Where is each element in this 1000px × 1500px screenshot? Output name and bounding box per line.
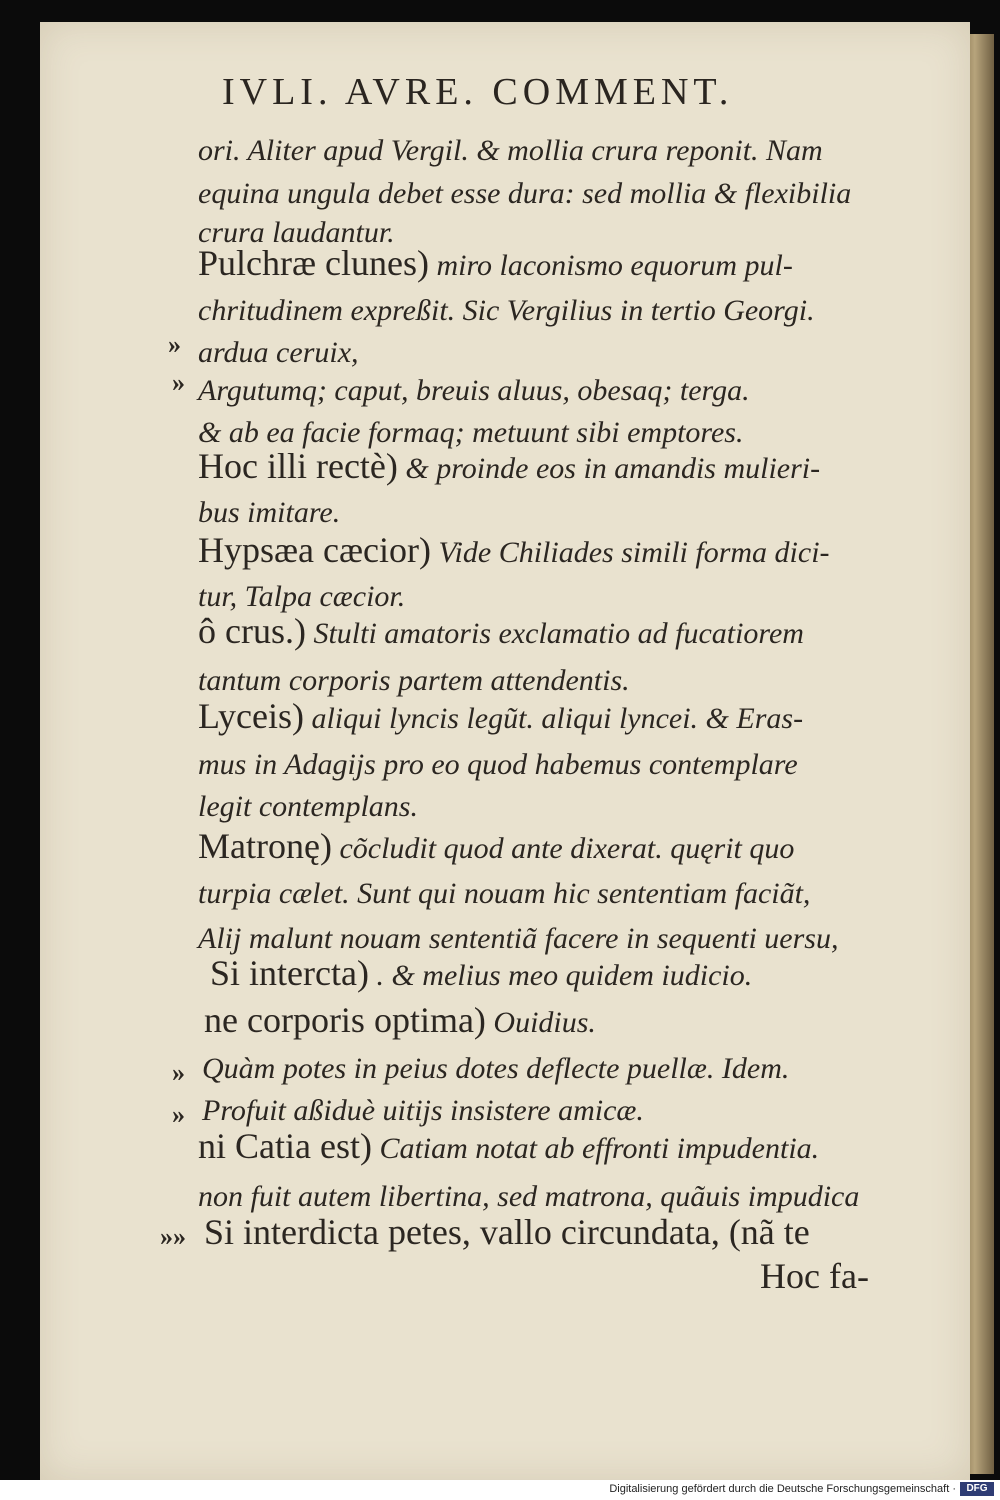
quote-mark: » <box>168 330 181 359</box>
text-line: mus in Adagijs pro eo quod habemus contemplare <box>198 748 798 781</box>
text-line: Argutumq; caput, breuis aluus, obesaq; terga. <box>198 374 750 407</box>
text-line: Hypsæa cæcior) Vide Chiliades simili forma dici- <box>198 530 830 570</box>
text-line: Hoc illi rectè) & proinde eos in amandis mulieri- <box>198 446 821 486</box>
quote-mark: » <box>172 1058 185 1087</box>
text-line: Quàm potes in peius dotes deflecte puellæ. Idem. <box>202 1052 790 1085</box>
text-line: Profuit aßiduè uitijs insistere amicæ. <box>202 1094 644 1127</box>
running-header: IVLI. AVRE. COMMENT. <box>222 71 734 113</box>
text-line: ô crus.) Stulti amatoris exclamatio ad fucatiorem <box>198 611 804 651</box>
text-line: Lyceis) aliqui lyncis legũt. aliqui lyncei. & Eras- <box>198 696 804 736</box>
dfg-logo: DFG <box>960 1482 994 1496</box>
text-line: ni Catia est) Catiam notat ab effronti impudentia. <box>198 1126 820 1166</box>
text-line: equina ungula debet esse dura: sed mollia & flexibilia <box>198 177 852 210</box>
text-line: chritudinem expreßit. Sic Vergilius in tertio Georgi. <box>198 294 815 327</box>
quote-mark: » <box>172 368 185 397</box>
text-line: turpia cælet. Sunt qui nouam hic sententiam faciãt, <box>198 877 811 910</box>
text-line: Pulchræ clunes) miro laconismo equorum pul- <box>198 243 793 283</box>
text-line: ne corporis optima) Ouidius. <box>204 1000 596 1040</box>
text-line: legit contemplans. <box>198 790 418 823</box>
text-line: ori. Aliter apud Vergil. & mollia crura reponit. Nam <box>198 134 823 167</box>
text-line: Si intercta) . & melius meo quidem iudicio. <box>210 953 753 993</box>
text-line: & ab ea facie formaq; metuunt sibi emptores. <box>198 416 744 449</box>
text-line: bus imitare. <box>198 496 341 529</box>
text-line: Alij malunt nouam sententiã facere in sequenti uersu, <box>198 922 839 955</box>
text-line: tur, Talpa cæcior. <box>198 580 406 613</box>
text-line: Matronę) cõcludit quod ante dixerat. quęrit quo <box>198 826 795 866</box>
text-line: tantum corporis partem attendentis. <box>198 664 630 697</box>
text-line: crura laudantur. <box>198 216 395 249</box>
text-line: non fuit autem libertina, sed matrona, quãuis impudica <box>198 1180 860 1213</box>
text-line: ardua ceruix, <box>198 336 359 369</box>
quote-mark: » <box>172 1100 185 1129</box>
text-line: Si interdicta petes, vallo circundata, (nã te <box>204 1212 810 1252</box>
funding-notice: Digitalisierung gefördert durch die Deutsche Forschungsgemeinschaft · <box>609 1483 956 1495</box>
catchword: Hoc fa- <box>760 1256 869 1296</box>
quote-mark: »» <box>160 1222 186 1251</box>
